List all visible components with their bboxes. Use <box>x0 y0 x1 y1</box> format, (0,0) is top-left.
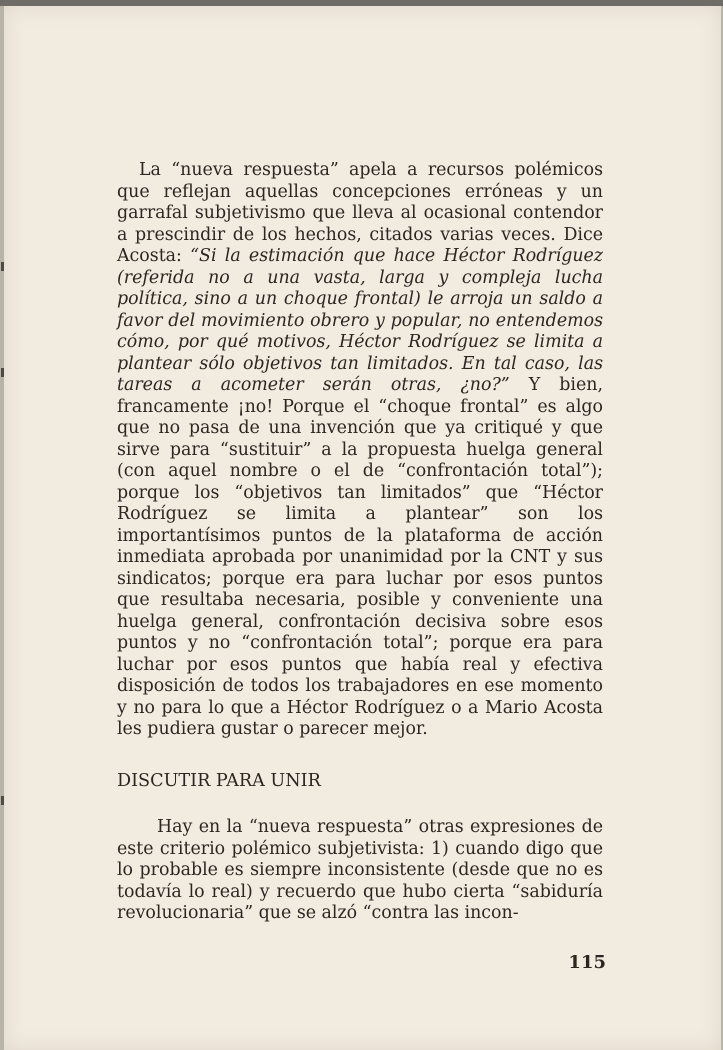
section-heading: DISCUTIR PARA UNIR <box>117 771 321 791</box>
paragraph: Hay en la “nueva respuesta” otras expresiones de este criterio polémico subjetivista: 1) cuando digo que lo probable es siempre inconsistente (desde que no es todavía lo real) y recuerdo que hubo cierta “sabiduría revolucionaria” que se alzó “contra las incon- <box>117 817 603 923</box>
binding-mark <box>1 262 4 271</box>
body-text <box>117 160 603 741</box>
paragraph-text: La “nueva respuesta” apela a recursos polémicos que reflejan aquellas concepciones erróneas y un garrafal subjetivismo que lleva al ocasional contendor a prescindir de los hechos, citados varias veces. Dice Acosta: <box>117 160 603 266</box>
paragraph-text: Y bien, francamente ¡no! Porque el “choque frontal” es algo que no pasa de una invención que ya critiqué y que sirve para “sustituir” a la propuesta huelga general (con aquel nombre o el de “confrontación total”); porque los “objetivos tan limitados” que “Héctor Rodríguez se limita a plantear” son los importantísimos puntos de la plataforma de acción inmediata aprobada por unanimidad por la CNT y sus sindicatos; porque era para luchar por esos puntos que resultaba necesaria, posible y conveniente una huelga general, confrontación decisiva sobre esos puntos y no “confrontación total”; porque era para luchar por esos puntos que había real y efectiva disposición de todos los trabajadores en ese momento y no para lo que a Héctor Rodríguez o a Mario Acosta les pudiera gustar o parecer mejor. <box>117 375 603 739</box>
body-text <box>117 817 603 925</box>
paragraph <box>117 160 603 741</box>
page-number: 115 <box>568 952 606 973</box>
binding-mark <box>1 368 4 377</box>
quoted-italic-text: “Si la estimación que hace Héctor Rodríguez (referida no a una vasta, larga y compleja lucha política, sino a un choque frontal) le arroja un saldo a favor del movimiento obrero y popular, no entendemos cómo, por qué motivos, Héctor Rodríguez se limita a plantear sólo objetivos tan limitados. En tal caso, las tareas a acometer serán otras, ¿no?” <box>117 246 604 395</box>
binding-mark <box>1 796 4 805</box>
